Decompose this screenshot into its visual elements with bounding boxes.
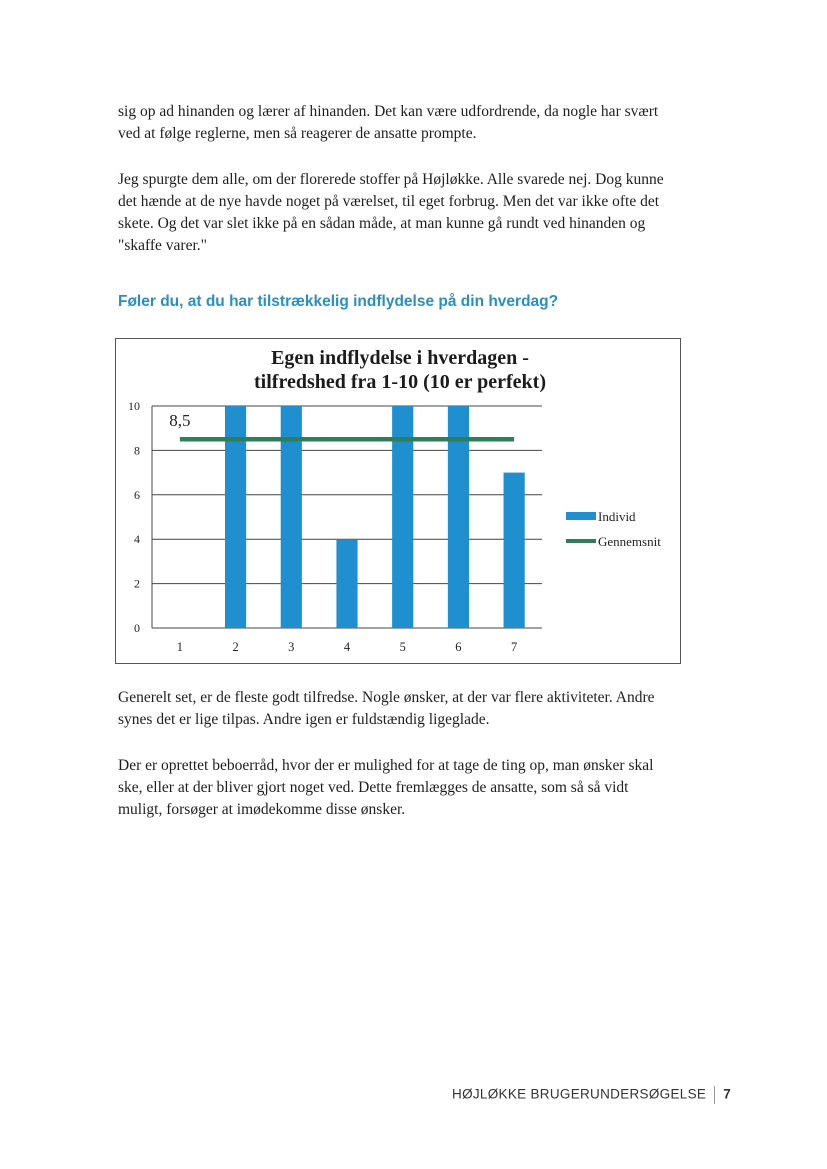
x-tick-label: 3	[288, 640, 295, 654]
paragraph-drugs: Jeg spurgte dem alle, om der florerede stoffer på Højløkke. Alle svarede nej. Dog kunne det hænde at de nye havde noget på værelset, til eget forbrug. Men det var ikke ofte det skete. Og det var slet ikke på en sådan måde, at man kunne gå rundt ved hinanden og "skaffe varer."	[118, 171, 664, 254]
chart-title: Egen indflydelse i hverdagen - tilfredshed fra 1-10 (10 er perfekt)	[254, 347, 546, 393]
y-tick-label: 8	[134, 443, 140, 458]
page-number: 7	[723, 1086, 731, 1102]
y-tick-label: 0	[134, 621, 140, 635]
footer-title: HØJLØKKE BRUGERUNDERSØGELSE	[452, 1086, 707, 1102]
x-tick-label: 2	[232, 640, 239, 654]
page-footer	[452, 1086, 731, 1104]
x-tick-label: 1	[176, 640, 183, 654]
x-tick-label: 4	[343, 640, 351, 654]
bar	[504, 473, 525, 628]
paragraph-council: Der er oprettet beboerråd, hvor der er mulighed for at tage de ting op, man ønsker skal ske, eller at der bliver gjort noget ved. Dette fremlægges de ansatte, som så så vidt muligt, forsøger at imødekomme disse ønsker.	[118, 757, 654, 818]
x-tick-label: 5	[399, 640, 406, 654]
section-heading: Føler du, at du har tilstrækkelig indflydelse på din hverdag?	[118, 293, 559, 310]
y-tick-label: 10	[128, 399, 140, 413]
bar	[336, 539, 357, 628]
y-tick-label: 4	[134, 532, 140, 547]
paragraph-satisfaction: Generelt set, er de fleste godt tilfredse. Nogle ønsker, at der var flere aktiviteter. Andre synes det er lige tilpas. Andre igen er fuldstændig ligeglade.	[118, 689, 655, 728]
y-tick-label: 6	[134, 487, 140, 502]
average-annotation: 8,5	[169, 410, 191, 430]
legend-swatch-individ	[566, 512, 596, 520]
y-tick-label: 2	[134, 576, 140, 591]
bar-chart	[115, 338, 681, 664]
footer-divider	[714, 1086, 715, 1104]
legend-label-individ: Individ	[598, 509, 636, 524]
x-tick-label: 7	[511, 640, 518, 654]
x-tick-label: 6	[455, 640, 462, 654]
legend-label-gennemsnit: Gennemsnit	[598, 534, 661, 549]
paragraph-intro: sig op ad hinanden og lærer af hinanden. Det kan være udfordrende, da nogle har svært ved at følge reglerne, men så reagerer de ansatte prompte.	[118, 103, 659, 142]
